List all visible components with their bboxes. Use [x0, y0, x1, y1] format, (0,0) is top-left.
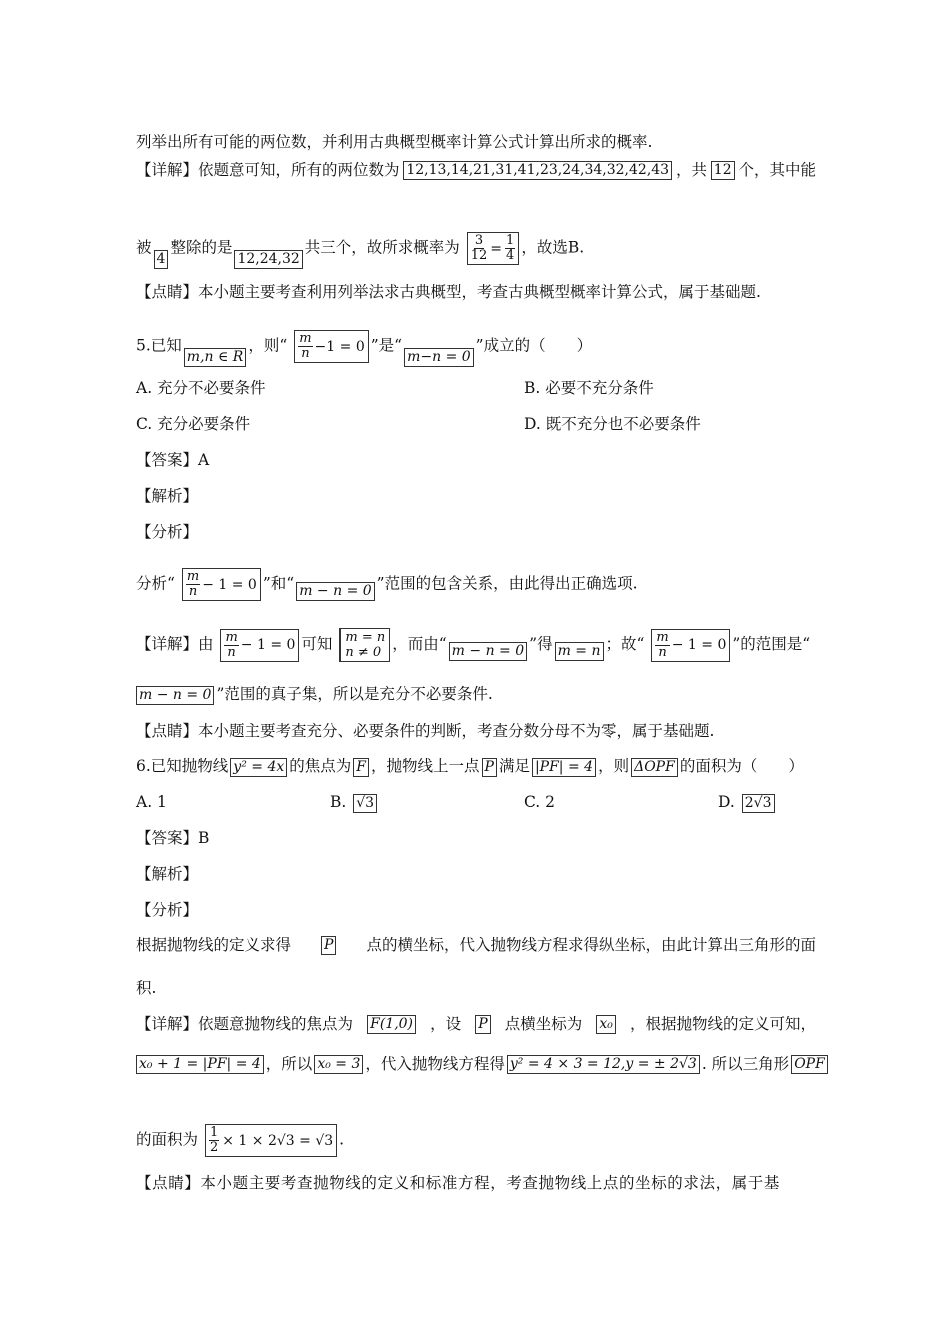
- math-formula: 2√3: [742, 794, 775, 813]
- answer-label: 【答案】A: [136, 451, 210, 469]
- text: ”的范围是“: [732, 635, 811, 653]
- math-formula: |PF| = 4: [532, 758, 596, 777]
- text: 的面积为: [136, 1130, 199, 1149]
- math-fraction-box: [651, 629, 730, 662]
- math-formula: 12: [711, 161, 735, 180]
- text: ，故选B.: [521, 238, 585, 257]
- math-formula: F: [353, 758, 369, 777]
- math-formula: m = n: [555, 642, 604, 661]
- option-b: [330, 792, 379, 813]
- option-c: C. 2: [524, 793, 556, 811]
- text: ”成立的（ ）: [475, 336, 593, 355]
- text-line: 积.: [136, 979, 157, 997]
- text-line: [136, 132, 652, 152]
- text: 6.已知抛物线: [136, 757, 229, 775]
- text: ，根据抛物线的定义可知，: [629, 1015, 816, 1033]
- text: ，则: [598, 757, 630, 775]
- math-formula: P: [321, 936, 336, 955]
- text: 【点睛】本小题主要考查利用列举法求古典概型，考查古典概型概率计算公式，属于基础题.: [136, 283, 761, 301]
- text-line: [136, 282, 761, 302]
- formula-tail: × 1 × 2√3 = √3: [222, 1132, 334, 1149]
- denominator: n: [227, 644, 236, 660]
- text: ，设: [430, 1015, 462, 1033]
- text-line: [136, 568, 638, 601]
- text: 共三个，故所求概率为: [304, 238, 460, 257]
- option-c: C. 充分必要条件: [136, 415, 251, 433]
- formula-tail: − 1 = 0: [202, 576, 257, 593]
- text: ”得: [529, 635, 553, 653]
- option-d: D. 既不充分也不必要条件: [524, 415, 701, 433]
- text: 点的横坐标，代入抛物线方程求得纵坐标，由此计算出三角形的面: [366, 936, 816, 954]
- denominator: 4: [506, 248, 515, 263]
- math-formula: m,n ∈ R: [184, 348, 247, 367]
- denominator: n: [188, 584, 198, 599]
- text: 被: [136, 238, 152, 257]
- text: 【点睛】本小题主要考查抛物线的定义和标准方程，考查抛物线上点的坐标的求法，属于基: [136, 1174, 781, 1192]
- text: .: [339, 1130, 345, 1149]
- math-formula: OPF: [791, 1055, 828, 1074]
- math-formula: m − n = 0: [136, 686, 214, 705]
- math-formula: ΔOPF: [631, 758, 678, 777]
- text-line: [136, 160, 816, 180]
- option-label: B.: [330, 793, 347, 811]
- numerator: 1: [209, 1125, 219, 1140]
- text: 个，其中能: [738, 161, 816, 179]
- question-5: [136, 330, 592, 367]
- text: ，则“: [248, 336, 288, 355]
- option-d: [718, 792, 777, 813]
- text: 整除的是: [170, 238, 233, 257]
- formula-tail: − 1 = 0: [671, 637, 727, 653]
- text: ”和“: [262, 574, 295, 593]
- text: 【点睛】本小题主要考查充分、必要条件的判断，考查分数分母不为零，属于基础题.: [136, 722, 715, 740]
- numerator: 1: [506, 233, 515, 248]
- numerator: m: [656, 629, 669, 645]
- math-fraction-box: [294, 330, 369, 363]
- text: 的面积为（ ）: [679, 757, 804, 775]
- text-line: [136, 1124, 344, 1157]
- math-formula: P: [475, 1015, 490, 1034]
- text-line: [136, 935, 816, 955]
- text: ，抛物线上一点: [371, 757, 480, 775]
- text: 点横坐标为: [504, 1015, 583, 1033]
- denominator: 12: [470, 248, 488, 263]
- answer-label: 【答案】B: [136, 829, 210, 847]
- denominator: 2: [209, 1140, 219, 1155]
- math-fraction-box: [220, 629, 299, 662]
- text: 的焦点为: [289, 757, 352, 775]
- math-formula: m−n = 0: [404, 348, 474, 367]
- formula-tail: −1 = 0: [314, 338, 365, 355]
- math-fraction-box: [205, 1124, 337, 1157]
- math-formula: x₀: [596, 1015, 616, 1034]
- numerator: m: [186, 569, 200, 584]
- text: ”范围的包含关系，由此得出正确选项.: [376, 574, 638, 593]
- text-line: [136, 1054, 825, 1074]
- text: ，共: [675, 161, 707, 179]
- text: ”范围的真子集，所以是充分不必要条件.: [216, 685, 493, 703]
- text: ，代入抛物线方程得: [365, 1055, 505, 1073]
- system-row: n ≠ 0: [345, 645, 382, 660]
- formula-tail: − 1 = 0: [240, 637, 296, 653]
- option-a: A. 1: [136, 793, 167, 811]
- math-formula: x₀ = 3: [314, 1055, 363, 1074]
- numerator: m: [299, 331, 312, 346]
- math-formula: x₀ + 1 = |PF| = 4: [136, 1055, 264, 1074]
- equals: =: [490, 240, 503, 257]
- text: ，所以: [265, 1055, 313, 1073]
- math-formula: y² = 4 × 3 = 12,y = ± 2√3: [507, 1055, 700, 1074]
- math-formula: 12,24,32: [234, 250, 302, 269]
- option-b: B. 必要不充分条件: [524, 379, 654, 397]
- math-formula: y² = 4x: [230, 758, 287, 777]
- text-line: [136, 628, 810, 662]
- math-fraction-box: [467, 232, 520, 265]
- text-line: [136, 721, 714, 741]
- math-formula: m − n = 0: [449, 642, 527, 661]
- text: . 所以三角形: [701, 1055, 790, 1073]
- math-fraction-box: [182, 568, 261, 601]
- analysis-sub-label: 【分析】: [136, 523, 199, 541]
- text-line: [136, 1014, 816, 1034]
- text-line: [136, 1173, 816, 1193]
- text: 分析“: [136, 574, 175, 593]
- text: 列举出所有可能的两位数，并利用古典概型概率计算公式计算出所求的概率.: [136, 133, 653, 151]
- text: 可知: [301, 635, 333, 653]
- math-formula: 12,13,14,21,31,41,23,24,34,32,42,43: [403, 161, 672, 180]
- math-formula: m − n = 0: [296, 582, 374, 601]
- text: 5.已知: [136, 336, 182, 355]
- text: 【详解】由: [136, 635, 214, 653]
- option-label: D.: [718, 793, 735, 811]
- analysis-label: 【解析】: [136, 487, 199, 505]
- text-line: [136, 684, 493, 705]
- math-formula: P: [482, 758, 497, 777]
- math-formula: 4: [154, 250, 169, 269]
- math-system: [339, 628, 390, 662]
- system-row: m = n: [345, 630, 386, 645]
- analysis-label: 【解析】: [136, 865, 199, 883]
- math-formula: F(1,0): [367, 1015, 416, 1034]
- math-formula: √3: [353, 794, 377, 813]
- option-a: A. 充分不必要条件: [136, 379, 266, 397]
- text: 【详解】依题意可知，所有的两位数为: [136, 161, 400, 179]
- denominator: n: [301, 346, 310, 361]
- text: 满足: [498, 757, 530, 775]
- analysis-sub-label: 【分析】: [136, 901, 199, 919]
- numerator: m: [225, 629, 238, 645]
- text: ”是“: [370, 336, 403, 355]
- text: ，而由“: [392, 635, 447, 653]
- text: ；故“: [605, 635, 645, 653]
- denominator: n: [658, 644, 667, 660]
- question-6: [136, 756, 804, 777]
- text-line: [136, 232, 584, 269]
- text: 【详解】依题意抛物线的焦点为: [136, 1015, 354, 1033]
- numerator: 3: [474, 233, 484, 248]
- text: 根据抛物线的定义求得: [136, 936, 292, 954]
